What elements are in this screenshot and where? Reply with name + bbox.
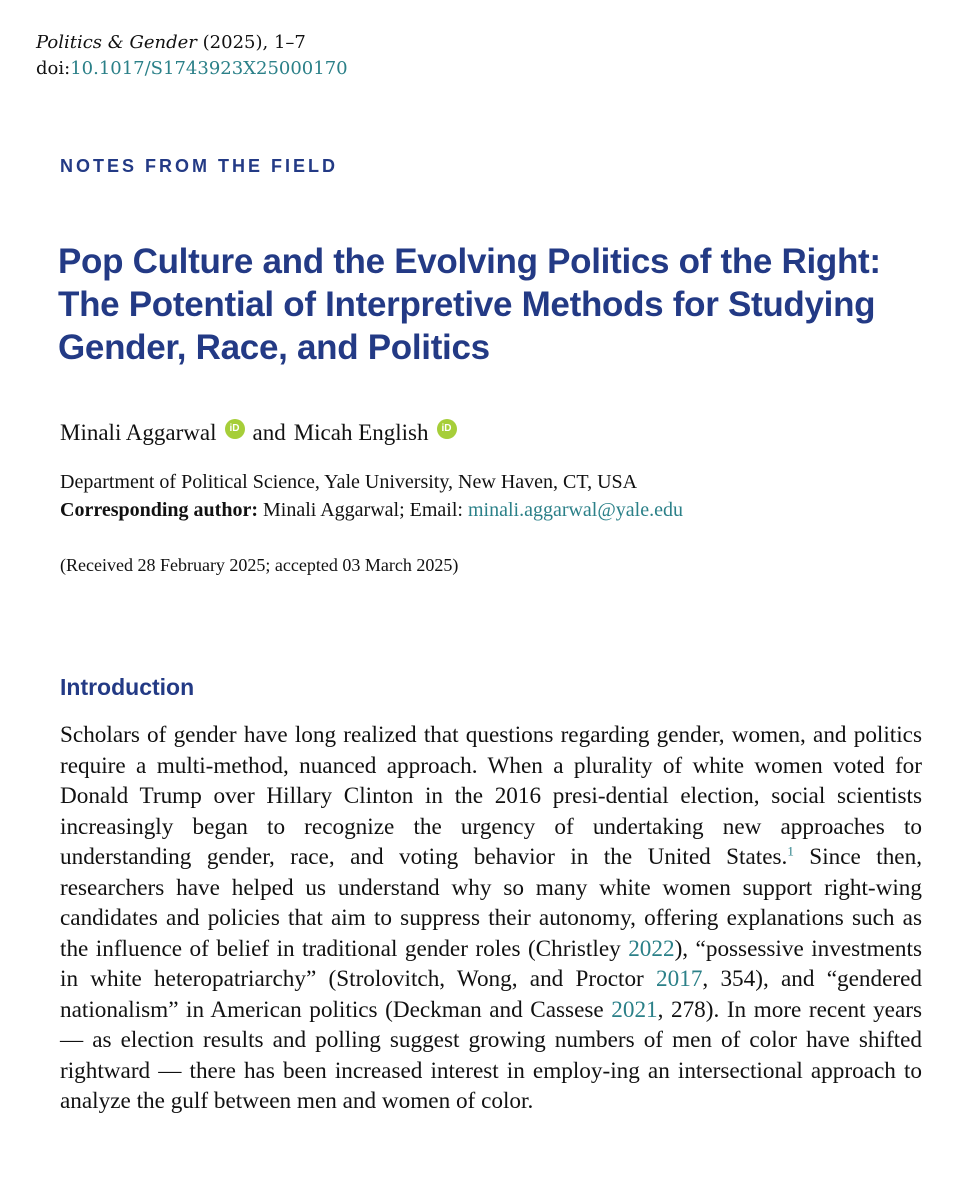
title-line-2: The Potential of Interpretive Methods for Studying [58, 285, 876, 324]
email-link[interactable]: minali.aggarwal@yale.edu [467, 499, 683, 521]
doi-link[interactable]: 10.1017/S1743923X25000170 [70, 58, 348, 79]
article-title [58, 240, 938, 369]
orcid-icon[interactable]: iD [225, 419, 245, 439]
section-tag: NOTES FROM THE FIELD [60, 156, 338, 176]
author-connector: and [252, 420, 286, 445]
corresponding-text: Minali Aggarwal; Email: [258, 499, 468, 521]
footnote-marker[interactable]: 1 [787, 843, 794, 859]
author-name[interactable]: Micah English [293, 420, 429, 445]
doi-label: doi: [36, 58, 71, 79]
received-dates: (Received 28 February 2025; accepted 03 March 2025) [60, 555, 459, 575]
orcid-icon[interactable]: iD [437, 419, 457, 439]
paragraph-text: Since then, researchers have helped us understand why so many white women support right-wing candidates and policies that aim to suppress their autonomy, offering explanations such as the influence of belief in traditional gender roles (Christley [60, 844, 922, 962]
journal-header [36, 30, 348, 82]
paragraph-text: , 278). In more recent years — as election results and polling suggest growing numbers of men of color have shifted rightward — there has been increased interest in employ-ing an intersectional approach to analyze the gulf between men and women of color. [60, 996, 922, 1114]
journal-year-pages: (2025), 1–7 [196, 32, 306, 53]
author-list [60, 418, 457, 448]
title-line-1: Pop Culture and the Evolving Politics of the Right: [58, 242, 881, 281]
paragraph-text: Scholars of gender have long realized that questions regarding gender, women, and politics require a multi-method, nuanced approach. When a plurality of white women voted for Donald Trump over Hillary Clinton in the 2016 presi-dential election, social scientists increasingly began to recognize the urgency of undertaking new approaches to understanding gender, race, and voting behavior in the United States. [60, 722, 922, 870]
journal-name: Politics & Gender [36, 32, 197, 53]
author-name[interactable]: Minali Aggarwal [60, 420, 217, 445]
citation-link[interactable]: 2021 [611, 996, 658, 1023]
section-heading: Introduction [60, 674, 195, 700]
citation-link[interactable]: 2017 [656, 966, 703, 992]
body-paragraph [60, 720, 922, 1117]
citation-link[interactable]: 2022 [628, 935, 675, 962]
paragraph-text: , 354), and “gendered nationalism” in American politics (Deckman and Cassese [60, 966, 923, 1023]
title-line-3: Gender, Race, and Politics [58, 328, 490, 367]
corresponding-label: Corresponding author: [60, 499, 258, 521]
paragraph-text: ), “possessive investments in white heteropatriarchy” (Strolovitch, Wong, and Proctor [60, 935, 922, 992]
affiliation-block [60, 468, 683, 524]
department: Department of Political Science, Yale University, New Haven, CT, USA [60, 471, 638, 493]
